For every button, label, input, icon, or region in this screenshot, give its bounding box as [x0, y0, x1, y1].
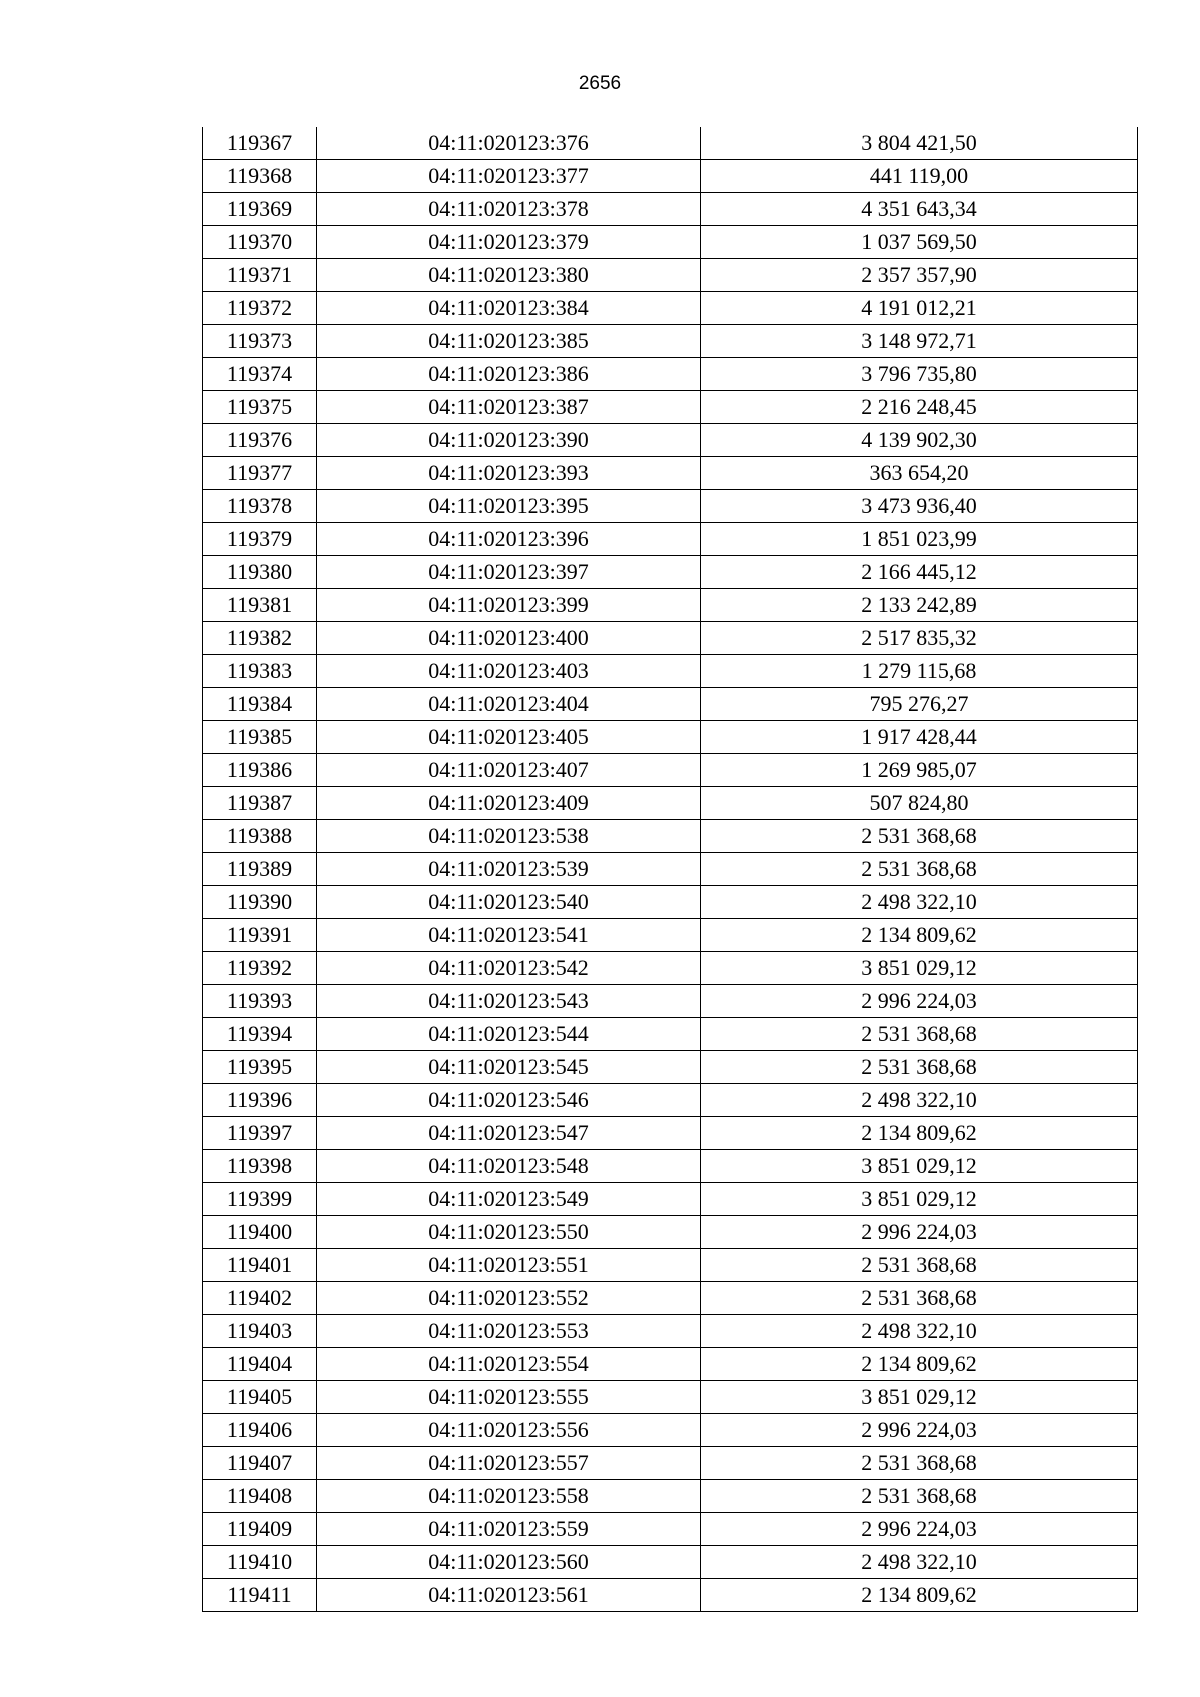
row-number-cell: 119409 [203, 1513, 317, 1546]
table-row [203, 523, 1138, 556]
cadastral-value-cell: 2 531 368,68 [701, 1480, 1138, 1513]
cadastral-number-cell: 04:11:020123:397 [317, 556, 701, 589]
table-row [203, 622, 1138, 655]
cadastral-number-cell: 04:11:020123:539 [317, 853, 701, 886]
table-row [203, 1513, 1138, 1546]
row-number-cell: 119368 [203, 160, 317, 193]
table-body [203, 127, 1138, 1612]
cadastral-number-cell: 04:11:020123:396 [317, 523, 701, 556]
cadastral-number-cell: 04:11:020123:378 [317, 193, 701, 226]
cadastral-value-cell: 2 498 322,10 [701, 1546, 1138, 1579]
table-row [203, 886, 1138, 919]
cadastral-number-cell: 04:11:020123:377 [317, 160, 701, 193]
cadastral-number-cell: 04:11:020123:542 [317, 952, 701, 985]
cadastral-value-cell: 4 139 902,30 [701, 424, 1138, 457]
row-number-cell: 119405 [203, 1381, 317, 1414]
row-number-cell: 119383 [203, 655, 317, 688]
table-row [203, 1315, 1138, 1348]
cadastral-number-cell: 04:11:020123:386 [317, 358, 701, 391]
table-row [203, 1381, 1138, 1414]
cadastral-value-cell: 2 996 224,03 [701, 1513, 1138, 1546]
cadastral-value-cell: 507 824,80 [701, 787, 1138, 820]
cadastral-number-cell: 04:11:020123:405 [317, 721, 701, 754]
table-row [203, 853, 1138, 886]
cadastral-number-cell: 04:11:020123:403 [317, 655, 701, 688]
table-row [203, 1414, 1138, 1447]
cadastral-value-cell: 3 851 029,12 [701, 1381, 1138, 1414]
cadastral-value-cell: 3 851 029,12 [701, 1150, 1138, 1183]
table-row [203, 754, 1138, 787]
cadastral-number-cell: 04:11:020123:409 [317, 787, 701, 820]
page-number: 2656 [578, 73, 622, 94]
table-row [203, 358, 1138, 391]
table-row [203, 1579, 1138, 1612]
cadastral-value-cell: 2 531 368,68 [701, 1282, 1138, 1315]
row-number-cell: 119390 [203, 886, 317, 919]
cadastral-number-cell: 04:11:020123:561 [317, 1579, 701, 1612]
row-number-cell: 119370 [203, 226, 317, 259]
cadastral-value-cell: 1 037 569,50 [701, 226, 1138, 259]
table-row [203, 1084, 1138, 1117]
cadastral-value-cell: 2 134 809,62 [701, 1348, 1138, 1381]
cadastral-number-cell: 04:11:020123:541 [317, 919, 701, 952]
table-row [203, 1546, 1138, 1579]
cadastral-number-cell: 04:11:020123:395 [317, 490, 701, 523]
row-number-cell: 119397 [203, 1117, 317, 1150]
cadastral-value-cell: 3 851 029,12 [701, 1183, 1138, 1216]
table-row [203, 325, 1138, 358]
table-row [203, 985, 1138, 1018]
cadastral-number-cell: 04:11:020123:387 [317, 391, 701, 424]
cadastral-value-cell: 2 531 368,68 [701, 1447, 1138, 1480]
row-number-cell: 119391 [203, 919, 317, 952]
table-row [203, 589, 1138, 622]
cadastral-value-cell: 3 796 735,80 [701, 358, 1138, 391]
cadastral-value-cell: 2 498 322,10 [701, 1315, 1138, 1348]
cadastral-number-cell: 04:11:020123:538 [317, 820, 701, 853]
cadastral-number-cell: 04:11:020123:543 [317, 985, 701, 1018]
row-number-cell: 119404 [203, 1348, 317, 1381]
row-number-cell: 119378 [203, 490, 317, 523]
cadastral-value-cell: 2 134 809,62 [701, 1117, 1138, 1150]
cadastral-number-cell: 04:11:020123:404 [317, 688, 701, 721]
cadastral-number-cell: 04:11:020123:556 [317, 1414, 701, 1447]
table-row [203, 1348, 1138, 1381]
row-number-cell: 119379 [203, 523, 317, 556]
row-number-cell: 119371 [203, 259, 317, 292]
cadastral-value-cell: 2 133 242,89 [701, 589, 1138, 622]
cadastral-number-cell: 04:11:020123:545 [317, 1051, 701, 1084]
row-number-cell: 119402 [203, 1282, 317, 1315]
row-number-cell: 119369 [203, 193, 317, 226]
table-row [203, 952, 1138, 985]
table-row [203, 1117, 1138, 1150]
row-number-cell: 119394 [203, 1018, 317, 1051]
cadastral-value-cell: 1 279 115,68 [701, 655, 1138, 688]
table-row [203, 259, 1138, 292]
cadastral-number-cell: 04:11:020123:384 [317, 292, 701, 325]
cadastral-value-cell: 795 276,27 [701, 688, 1138, 721]
cadastral-value-cell: 2 531 368,68 [701, 1018, 1138, 1051]
cadastral-number-cell: 04:11:020123:553 [317, 1315, 701, 1348]
cadastral-value-cell: 3 148 972,71 [701, 325, 1138, 358]
table-row [203, 1249, 1138, 1282]
row-number-cell: 119385 [203, 721, 317, 754]
cadastral-number-cell: 04:11:020123:558 [317, 1480, 701, 1513]
row-number-cell: 119382 [203, 622, 317, 655]
cadastral-number-cell: 04:11:020123:560 [317, 1546, 701, 1579]
row-number-cell: 119395 [203, 1051, 317, 1084]
cadastral-value-table [202, 127, 1138, 1612]
row-number-cell: 119381 [203, 589, 317, 622]
table-row [203, 787, 1138, 820]
row-number-cell: 119388 [203, 820, 317, 853]
table-row [203, 1051, 1138, 1084]
cadastral-value-cell: 2 531 368,68 [701, 1051, 1138, 1084]
table-row [203, 226, 1138, 259]
row-number-cell: 119392 [203, 952, 317, 985]
cadastral-value-cell: 2 357 357,90 [701, 259, 1138, 292]
cadastral-number-cell: 04:11:020123:376 [317, 127, 701, 160]
row-number-cell: 119367 [203, 127, 317, 160]
cadastral-value-cell: 2 996 224,03 [701, 1216, 1138, 1249]
row-number-cell: 119372 [203, 292, 317, 325]
cadastral-value-cell: 2 498 322,10 [701, 1084, 1138, 1117]
table-row [203, 556, 1138, 589]
cadastral-value-cell: 2 996 224,03 [701, 985, 1138, 1018]
cadastral-value-cell: 1 851 023,99 [701, 523, 1138, 556]
row-number-cell: 119373 [203, 325, 317, 358]
cadastral-number-cell: 04:11:020123:551 [317, 1249, 701, 1282]
cadastral-number-cell: 04:11:020123:380 [317, 259, 701, 292]
table-row [203, 127, 1138, 160]
row-number-cell: 119407 [203, 1447, 317, 1480]
table-row [203, 292, 1138, 325]
row-number-cell: 119384 [203, 688, 317, 721]
cadastral-number-cell: 04:11:020123:557 [317, 1447, 701, 1480]
row-number-cell: 119387 [203, 787, 317, 820]
table-row [203, 391, 1138, 424]
cadastral-number-cell: 04:11:020123:399 [317, 589, 701, 622]
table-row [203, 457, 1138, 490]
table-row [203, 1150, 1138, 1183]
row-number-cell: 119401 [203, 1249, 317, 1282]
table-row [203, 490, 1138, 523]
table-row [203, 424, 1138, 457]
cadastral-number-cell: 04:11:020123:393 [317, 457, 701, 490]
cadastral-value-cell: 441 119,00 [701, 160, 1138, 193]
cadastral-value-cell: 363 654,20 [701, 457, 1138, 490]
cadastral-value-cell: 2 166 445,12 [701, 556, 1138, 589]
row-number-cell: 119399 [203, 1183, 317, 1216]
cadastral-number-cell: 04:11:020123:550 [317, 1216, 701, 1249]
row-number-cell: 119376 [203, 424, 317, 457]
cadastral-number-cell: 04:11:020123:554 [317, 1348, 701, 1381]
cadastral-value-cell: 1 917 428,44 [701, 721, 1138, 754]
row-number-cell: 119389 [203, 853, 317, 886]
cadastral-number-cell: 04:11:020123:555 [317, 1381, 701, 1414]
cadastral-value-cell: 3 851 029,12 [701, 952, 1138, 985]
cadastral-number-cell: 04:11:020123:544 [317, 1018, 701, 1051]
row-number-cell: 119374 [203, 358, 317, 391]
cadastral-number-cell: 04:11:020123:546 [317, 1084, 701, 1117]
row-number-cell: 119403 [203, 1315, 317, 1348]
cadastral-number-cell: 04:11:020123:407 [317, 754, 701, 787]
cadastral-value-cell: 2 996 224,03 [701, 1414, 1138, 1447]
row-number-cell: 119380 [203, 556, 317, 589]
cadastral-value-cell: 2 134 809,62 [701, 919, 1138, 952]
row-number-cell: 119408 [203, 1480, 317, 1513]
row-number-cell: 119398 [203, 1150, 317, 1183]
cadastral-value-cell: 2 498 322,10 [701, 886, 1138, 919]
cadastral-value-cell: 2 134 809,62 [701, 1579, 1138, 1612]
cadastral-number-cell: 04:11:020123:379 [317, 226, 701, 259]
table-row [203, 919, 1138, 952]
table-row [203, 193, 1138, 226]
table-row [203, 1480, 1138, 1513]
cadastral-number-cell: 04:11:020123:552 [317, 1282, 701, 1315]
cadastral-value-cell: 4 351 643,34 [701, 193, 1138, 226]
cadastral-value-cell: 1 269 985,07 [701, 754, 1138, 787]
table-row [203, 688, 1138, 721]
row-number-cell: 119411 [203, 1579, 317, 1612]
cadastral-value-cell: 2 517 835,32 [701, 622, 1138, 655]
cadastral-number-cell: 04:11:020123:385 [317, 325, 701, 358]
table-row [203, 1282, 1138, 1315]
table-row [203, 1216, 1138, 1249]
table-row [203, 1183, 1138, 1216]
row-number-cell: 119377 [203, 457, 317, 490]
cadastral-number-cell: 04:11:020123:400 [317, 622, 701, 655]
row-number-cell: 119386 [203, 754, 317, 787]
row-number-cell: 119406 [203, 1414, 317, 1447]
cadastral-value-cell: 3 473 936,40 [701, 490, 1138, 523]
cadastral-number-cell: 04:11:020123:540 [317, 886, 701, 919]
row-number-cell: 119400 [203, 1216, 317, 1249]
table-row [203, 160, 1138, 193]
row-number-cell: 119410 [203, 1546, 317, 1579]
row-number-cell: 119396 [203, 1084, 317, 1117]
cadastral-number-cell: 04:11:020123:547 [317, 1117, 701, 1150]
table-row [203, 820, 1138, 853]
row-number-cell: 119393 [203, 985, 317, 1018]
cadastral-number-cell: 04:11:020123:549 [317, 1183, 701, 1216]
cadastral-number-cell: 04:11:020123:559 [317, 1513, 701, 1546]
table-row [203, 655, 1138, 688]
row-number-cell: 119375 [203, 391, 317, 424]
cadastral-value-cell: 4 191 012,21 [701, 292, 1138, 325]
cadastral-value-cell: 3 804 421,50 [701, 127, 1138, 160]
cadastral-value-cell: 2 531 368,68 [701, 1249, 1138, 1282]
cadastral-value-cell: 2 531 368,68 [701, 820, 1138, 853]
cadastral-number-cell: 04:11:020123:548 [317, 1150, 701, 1183]
cadastral-value-cell: 2 531 368,68 [701, 853, 1138, 886]
cadastral-value-cell: 2 216 248,45 [701, 391, 1138, 424]
table-row [203, 1018, 1138, 1051]
cadastral-number-cell: 04:11:020123:390 [317, 424, 701, 457]
table-row [203, 1447, 1138, 1480]
table-row [203, 721, 1138, 754]
